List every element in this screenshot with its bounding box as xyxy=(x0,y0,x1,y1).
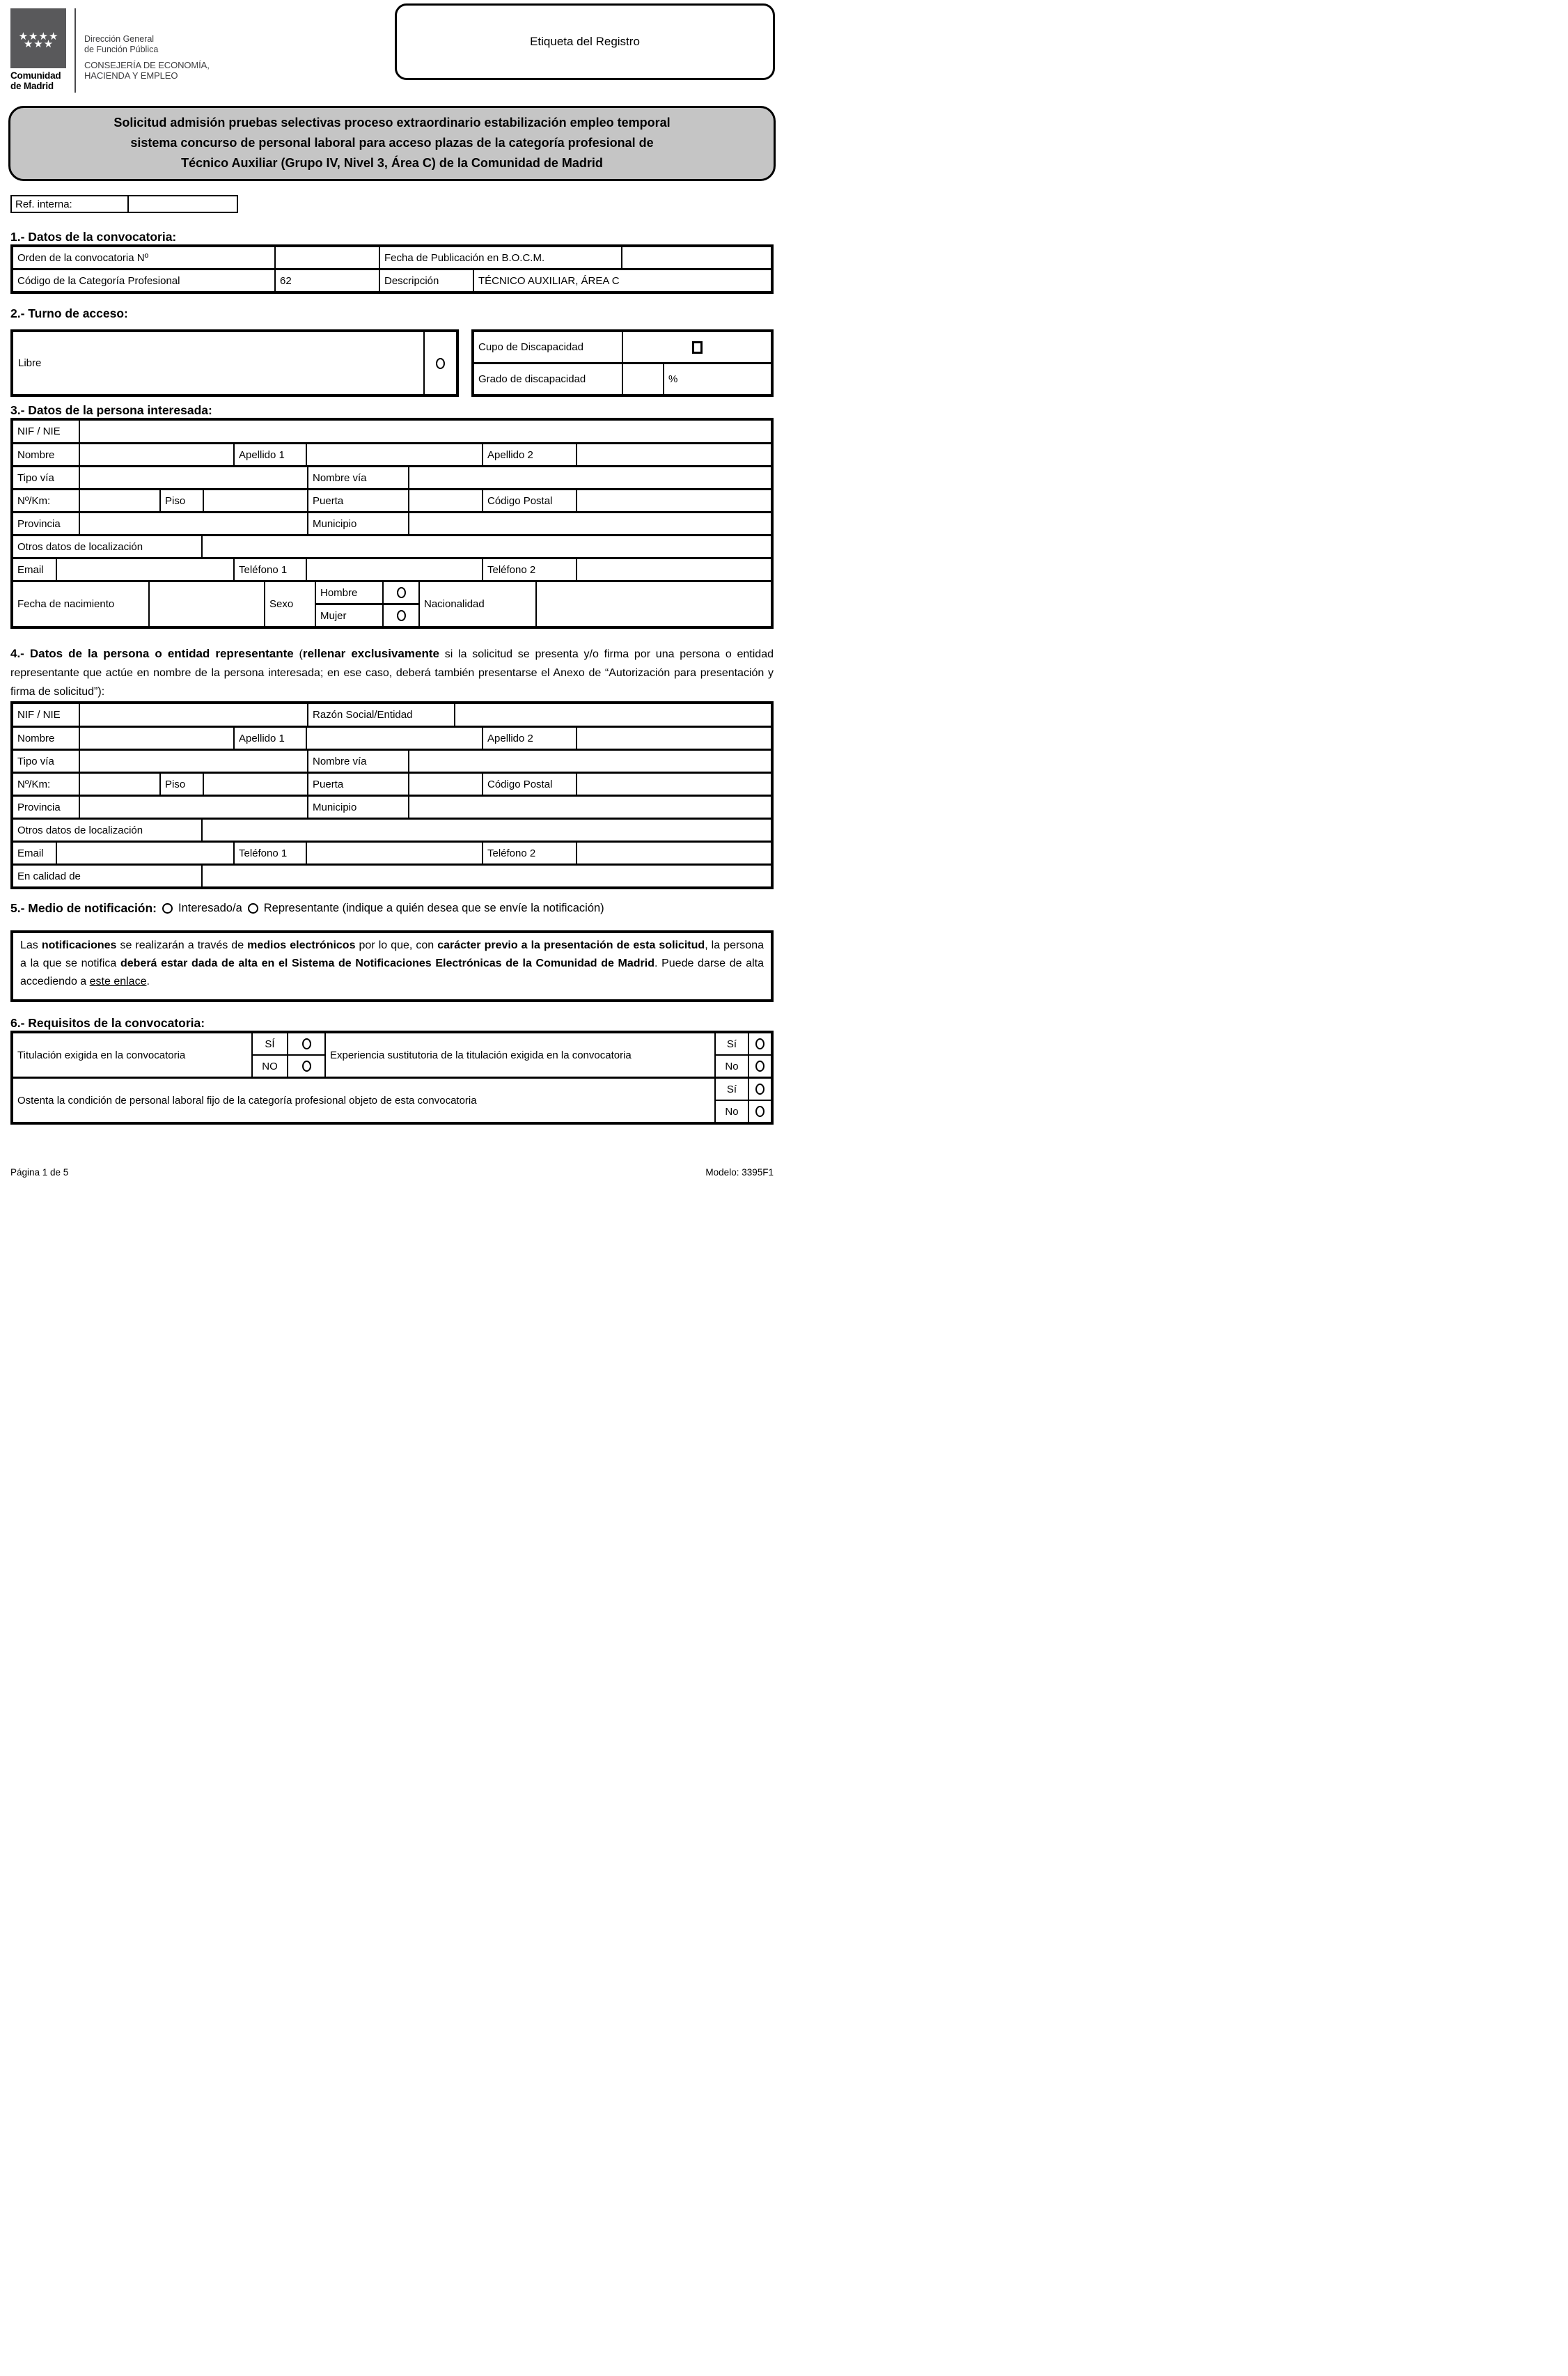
section3-heading: 3.- Datos de la persona interesada: xyxy=(10,403,212,417)
org-consejeria-line2: HACIENDA Y EMPLEO xyxy=(84,70,178,81)
s4-codigo-postal-input[interactable] xyxy=(576,774,771,795)
s4-telefono1-label: Teléfono 1 xyxy=(233,843,306,863)
codigo-categoria-label: Código de la Categoría Profesional xyxy=(17,274,180,287)
s3-num-km-input[interactable] xyxy=(79,490,159,511)
notice-text: . Puede darse de alta accediendo a xyxy=(20,958,764,987)
experiencia-label: Experiencia sustitutoria de la titulación exigida en la convocatoria xyxy=(324,1033,714,1077)
titulacion-si-no-labels xyxy=(251,1033,287,1077)
flag-stars-row-bottom xyxy=(24,40,53,49)
s4-nombre-via-input[interactable] xyxy=(408,751,771,772)
form-title-line2: sistema concurso de personal laboral para acceso plazas de la categoría profesional de xyxy=(130,136,654,150)
ostenta-si-label: Sí xyxy=(726,1083,737,1095)
s4-piso-label: Piso xyxy=(159,774,203,795)
s3-nif-label: NIF / NIE xyxy=(17,425,61,437)
s4-telefono2-label: Teléfono 2 xyxy=(482,843,576,863)
s3-nombre-via-label: Nombre vía xyxy=(307,467,408,488)
cupo-discapacidad-label: Cupo de Discapacidad xyxy=(478,341,583,353)
persona-interesada-table xyxy=(10,418,774,629)
notice-text: . xyxy=(146,976,150,987)
s4-otros-datos-input[interactable] xyxy=(201,820,771,841)
titulacion-radios xyxy=(287,1033,324,1077)
experiencia-si-radio[interactable] xyxy=(755,1038,765,1049)
s3-puerta-label: Puerta xyxy=(307,490,408,511)
star-icon: ★ xyxy=(33,38,43,50)
percent-label: % xyxy=(663,364,771,394)
orden-input[interactable] xyxy=(274,247,379,268)
s4-nombre-label: Nombre xyxy=(17,732,55,744)
s4-puerta-label: Puerta xyxy=(307,774,408,795)
s3-otros-datos-label: Otros datos de localización xyxy=(17,540,143,553)
grado-discapacidad-input[interactable] xyxy=(622,364,663,394)
header-divider xyxy=(75,8,76,93)
s3-nacionalidad-input[interactable] xyxy=(535,582,771,626)
org-consejeria-line1: CONSEJERÍA DE ECONOMÍA, xyxy=(84,60,210,70)
s3-telefono2-label: Teléfono 2 xyxy=(482,559,576,580)
convocatoria-table xyxy=(10,244,774,294)
ref-interna-box xyxy=(10,195,238,213)
representante-table xyxy=(10,701,774,889)
s3-piso-label: Piso xyxy=(159,490,203,511)
s3-codigo-postal-label: Código Postal xyxy=(482,490,576,511)
section2-heading: 2.- Turno de acceso: xyxy=(10,306,128,320)
star-icon: ★ xyxy=(18,31,29,42)
s4-en-calidad-input[interactable] xyxy=(201,866,771,886)
ostenta-radios xyxy=(748,1079,771,1122)
section6-heading: 6.- Requisitos de la convocatoria: xyxy=(10,1016,205,1030)
notificaciones-notice-box xyxy=(10,930,774,1002)
s3-puerta-input[interactable] xyxy=(408,490,482,511)
s3-apellido1-input[interactable] xyxy=(306,444,482,465)
s4-otros-datos-label: Otros datos de localización xyxy=(17,824,143,836)
registry-label-box xyxy=(395,3,775,80)
form-page xyxy=(0,0,784,1188)
star-icon: ★ xyxy=(23,38,33,50)
ostenta-label: Ostenta la condición de personal laboral fijo de la categoría profesional objeto de esta convocatoria xyxy=(17,1094,477,1107)
interesado-label: Interesado/a xyxy=(178,902,242,914)
experiencia-no-radio[interactable] xyxy=(755,1061,765,1072)
s3-nacionalidad-label: Nacionalidad xyxy=(418,582,535,626)
cupo-discapacidad-cell xyxy=(622,332,771,362)
s4-num-km-label: Nº/Km: xyxy=(17,778,51,790)
section4-heading-bold2: rellenar exclusivamente xyxy=(302,647,439,660)
s3-apellido1-label: Apellido 1 xyxy=(233,444,306,465)
experiencia-radios xyxy=(748,1033,771,1077)
model-number: Modelo: 3395F1 xyxy=(705,1167,774,1178)
s4-apellido1-input[interactable] xyxy=(306,728,482,749)
s4-email-input[interactable] xyxy=(56,843,233,863)
s3-piso-input[interactable] xyxy=(203,490,307,511)
star-icon: ★ xyxy=(48,31,58,42)
s4-nombre-via-label: Nombre vía xyxy=(307,751,408,772)
interesado-radio[interactable] xyxy=(162,903,173,914)
section4-heading-bold: 4.- Datos de la persona o entidad representante xyxy=(10,647,294,660)
s3-fecha-nacimiento-label: Fecha de nacimiento xyxy=(17,598,115,610)
s4-municipio-label: Municipio xyxy=(307,797,408,818)
notice-bold: deberá estar dada de alta en el Sistema de Notificaciones Electrónicas de la Comunidad de Madrid xyxy=(120,958,654,969)
page-footer xyxy=(10,1167,774,1178)
notice-text: por lo que, con xyxy=(355,939,438,951)
ostenta-si-no-labels xyxy=(714,1079,748,1122)
hombre-label: Hombre xyxy=(320,586,358,599)
s4-tipo-via-input[interactable] xyxy=(79,751,307,772)
discapacidad-box xyxy=(471,329,774,397)
section1-heading: 1.- Datos de la convocatoria: xyxy=(10,230,177,244)
s3-telefono1-input[interactable] xyxy=(306,559,482,580)
hombre-radio[interactable] xyxy=(397,587,406,598)
s3-fecha-nacimiento-input[interactable] xyxy=(148,582,264,626)
org-block xyxy=(84,34,210,81)
titulacion-si-radio[interactable] xyxy=(302,1038,311,1049)
star-icon: ★ xyxy=(29,31,38,42)
logo-comunidad: Comunidad xyxy=(10,70,61,81)
s4-email-label: Email xyxy=(17,847,44,859)
registry-label-text: Etiqueta del Registro xyxy=(530,35,640,48)
s3-telefono2-input[interactable] xyxy=(576,559,771,580)
s3-municipio-label: Municipio xyxy=(307,513,408,534)
notice-text: Las xyxy=(20,939,42,951)
s4-nif-label: NIF / NIE xyxy=(17,709,61,721)
cupo-discapacidad-checkbox[interactable] xyxy=(692,341,703,354)
notice-bold: notificaciones xyxy=(41,939,117,951)
s3-num-km-label: Nº/Km: xyxy=(17,494,51,507)
page-number: Página 1 de 5 xyxy=(10,1167,69,1178)
s3-municipio-input[interactable] xyxy=(408,513,771,534)
org-direccion-line2: de Función Pública xyxy=(84,45,159,54)
orden-label: Orden de la convocatoria Nº xyxy=(17,251,149,264)
notice-bold: medios electrónicos xyxy=(247,939,356,951)
s3-nif-input[interactable] xyxy=(79,421,771,442)
org-direccion-line1: Dirección General xyxy=(84,34,155,44)
ref-interna-label: Ref. interna: xyxy=(15,198,72,210)
grado-discapacidad-label: Grado de discapacidad xyxy=(478,373,586,385)
s3-nombre-via-input[interactable] xyxy=(408,467,771,488)
s4-tipo-via-label: Tipo vía xyxy=(17,755,54,767)
notice-bold: carácter previo a la presentación de esta solicitud xyxy=(437,939,705,951)
logo-wordmark xyxy=(10,70,61,91)
s4-num-km-input[interactable] xyxy=(79,774,159,795)
s3-codigo-postal-input[interactable] xyxy=(576,490,771,511)
form-title-line1: Solicitud admisión pruebas selectivas proceso extraordinario estabilización empleo temporal xyxy=(113,116,671,130)
s3-tipo-via-label: Tipo vía xyxy=(17,471,54,484)
titulacion-no-label: NO xyxy=(253,1054,287,1077)
star-icon: ★ xyxy=(38,31,48,42)
s4-razon-social-input[interactable] xyxy=(454,704,771,726)
s4-municipio-input[interactable] xyxy=(408,797,771,818)
form-title-line3: Técnico Auxiliar (Grupo IV, Nivel 3, Área C) de la Comunidad de Madrid xyxy=(181,156,603,170)
ref-interna-input[interactable] xyxy=(127,196,237,212)
mujer-radio[interactable] xyxy=(397,610,406,621)
s3-sexo-label: Sexo xyxy=(264,582,315,626)
s4-telefono2-input[interactable] xyxy=(576,843,771,863)
s3-email-input[interactable] xyxy=(56,559,233,580)
s3-provincia-label: Provincia xyxy=(17,517,61,530)
turno-acceso-row xyxy=(10,329,774,397)
s4-provincia-input[interactable] xyxy=(79,797,307,818)
libre-label: Libre xyxy=(18,357,42,369)
s4-codigo-postal-label: Código Postal xyxy=(482,774,576,795)
representante-radio[interactable] xyxy=(248,903,258,914)
s4-provincia-label: Provincia xyxy=(17,801,61,813)
form-title xyxy=(8,106,776,181)
mujer-label: Mujer xyxy=(320,609,347,622)
s4-apellido1-label: Apellido 1 xyxy=(233,728,306,749)
madrid-flag-logo xyxy=(10,8,66,68)
s3-provincia-input[interactable] xyxy=(79,513,307,534)
section4-heading xyxy=(10,644,774,701)
ostenta-si-radio[interactable] xyxy=(755,1084,765,1095)
s3-nombre-input[interactable] xyxy=(79,444,233,465)
ostenta-no-radio[interactable] xyxy=(755,1106,765,1117)
section4-heading-rest: si la solicitud se presenta y/o firma por una persona o entidad representante que actúe en nombre de la persona interesada; en ese caso, deberá también presentarse el Anexo de “Autorización para presentación y firma de solicitud”): xyxy=(10,648,774,698)
s3-sexo-options xyxy=(315,582,418,626)
fecha-publicacion-input[interactable] xyxy=(621,247,771,268)
titulacion-label: Titulación exigida en la convocatoria xyxy=(17,1049,186,1061)
s4-telefono1-input[interactable] xyxy=(306,843,482,863)
section5-heading: 5.- Medio de notificación: xyxy=(10,901,157,915)
section5-line xyxy=(10,901,774,916)
alta-notificaciones-link[interactable]: este enlace xyxy=(89,976,147,987)
s3-tipo-via-input[interactable] xyxy=(79,467,307,488)
s3-email-label: Email xyxy=(17,563,44,576)
s4-puerta-input[interactable] xyxy=(408,774,482,795)
experiencia-si-no-labels xyxy=(714,1033,748,1077)
s4-razon-social-label: Razón Social/Entidad xyxy=(307,704,454,726)
section4-heading-paren: ( xyxy=(293,648,303,660)
codigo-categoria-value[interactable]: 62 xyxy=(274,270,379,291)
logo-de-madrid: de Madrid xyxy=(10,81,54,91)
s4-apellido2-input[interactable] xyxy=(576,728,771,749)
descripcion-label: Descripción xyxy=(379,270,473,291)
s4-nif-input[interactable] xyxy=(79,704,307,726)
representante-label: Representante (indique a quién desea que se envíe la notificación) xyxy=(263,902,604,914)
turno-libre-box xyxy=(10,329,459,397)
s3-apellido2-input[interactable] xyxy=(576,444,771,465)
s4-nombre-input[interactable] xyxy=(79,728,233,749)
s4-apellido2-label: Apellido 2 xyxy=(482,728,576,749)
notice-text: se realizarán a través de xyxy=(116,939,248,951)
experiencia-si-label: Sí xyxy=(726,1038,737,1050)
experiencia-no-label: No xyxy=(716,1054,748,1077)
notice-text: , la persona a la que se notifica xyxy=(20,939,765,969)
s3-nombre-label: Nombre xyxy=(17,448,55,461)
page-header xyxy=(0,0,784,96)
fecha-publicacion-label: Fecha de Publicación en B.O.C.M. xyxy=(379,247,621,268)
titulacion-no-radio[interactable] xyxy=(302,1061,311,1072)
s4-en-calidad-label: En calidad de xyxy=(17,870,81,882)
s3-telefono1-label: Teléfono 1 xyxy=(233,559,306,580)
s3-otros-datos-input[interactable] xyxy=(201,536,771,557)
ostenta-no-label: No xyxy=(716,1100,748,1122)
star-icon: ★ xyxy=(43,38,54,50)
descripcion-value[interactable]: TÉCNICO AUXILIAR, ÁREA C xyxy=(473,270,771,291)
titulacion-si-label: SÍ xyxy=(265,1038,275,1050)
libre-radio[interactable] xyxy=(436,358,445,369)
s3-apellido2-label: Apellido 2 xyxy=(482,444,576,465)
s4-piso-input[interactable] xyxy=(203,774,307,795)
requisitos-table xyxy=(10,1031,774,1125)
